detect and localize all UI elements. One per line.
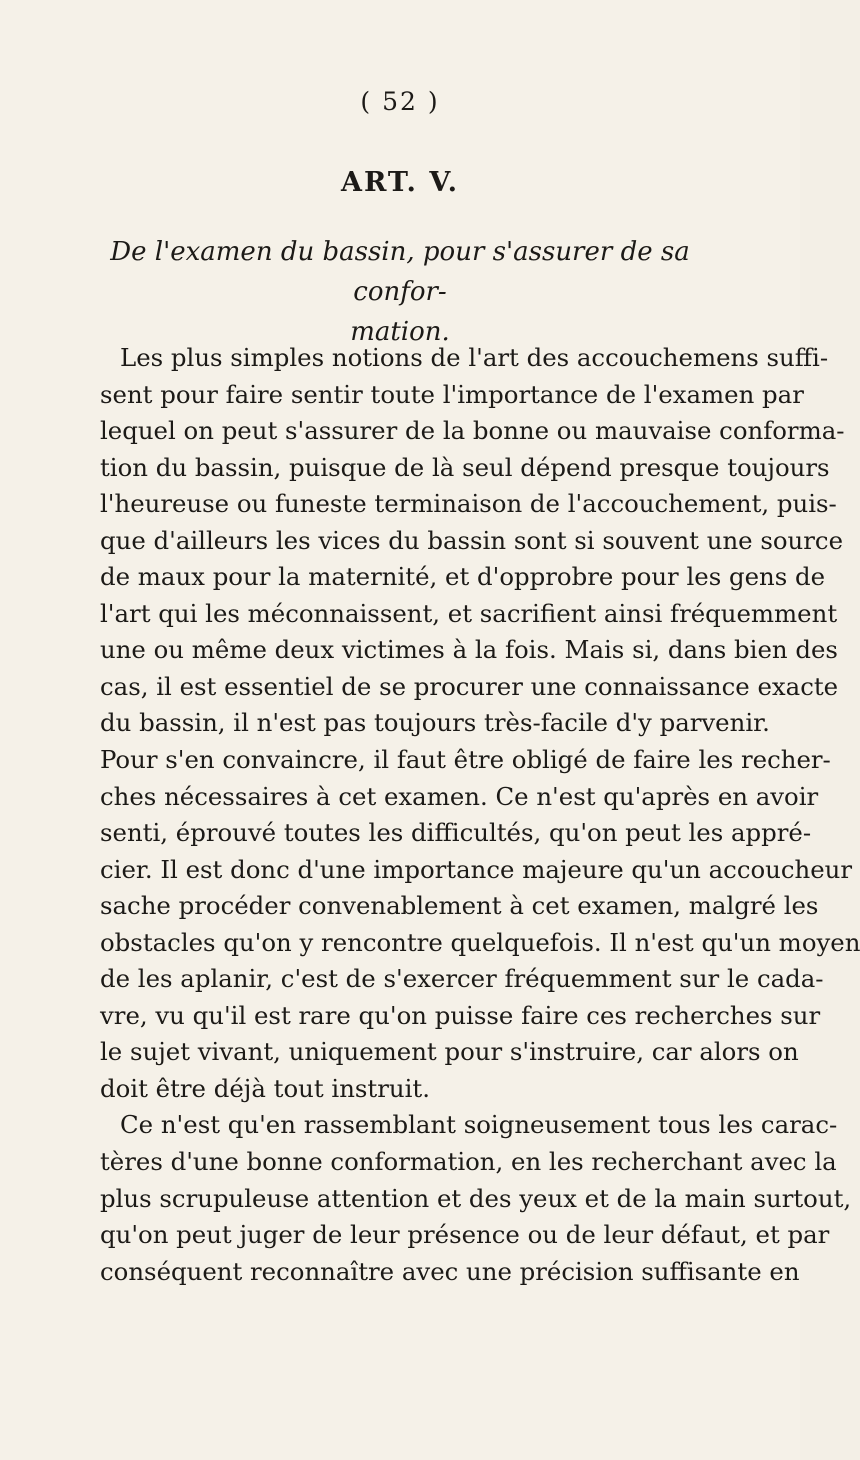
article-heading: ART. V. [341,167,459,198]
text-line: tion du bassin, puisque de là seul dépend presque toujours [100,452,830,482]
text-line: conséquent reconnaître avec une précision suffisante en [100,1256,800,1286]
text-line: cas, il est essentiel de se procurer une connaissance exacte [100,671,839,701]
text-line: de les aplanir, c'est de s'exercer fréquemment sur le cada- [100,964,824,994]
section-title-line-1: De l'examen du bassin, pour s'assurer de sa confor- [110,237,690,307]
text-line: qu'on peut juger de leur présence ou de leur défaut, et par [100,1220,830,1250]
text-line: plus scrupuleuse attention et des yeux et de la main surtout, [100,1183,852,1213]
text-line: obstacles qu'on y rencontre quelquefois. Il n'est qu'un moyen [100,927,860,957]
text-line: Les plus simples notions de l'art des accouchemens suffi- [120,343,829,372]
text-line: vre, vu qu'il est rare qu'on puisse faire ces recherches sur [100,1000,821,1030]
text-line: cier. Il est donc d'une importance majeure qu'un accoucheur [100,854,853,884]
section-title [105,232,695,352]
section-title-line-2: mation. [350,317,450,347]
text-line: tères d'une bonne conformation, en les recherchant avec la [100,1147,837,1177]
text-line: sache procéder convenablement à cet examen, malgré les [100,891,819,921]
text-line: une ou même deux victimes à la fois. Mais si, dans bien des [100,635,838,665]
text-line: senti, éprouvé toutes les difficultés, qu'on peut les appré- [100,818,812,848]
text-line: doit être déjà tout instruit. [100,1073,430,1103]
text-line: de maux pour la maternité, et d'opprobre pour les gens de [100,562,826,592]
text-line: le sujet vivant, uniquement pour s'instruire, car alors on [100,1037,799,1067]
text-line: lequel on peut s'assurer de la bonne ou mauvaise conforma- [100,416,845,446]
text-line: l'art qui les méconnaissent, et sacrifient ainsi fréquemment [100,598,838,628]
text-line: sent pour faire sentir toute l'importance de l'examen par [100,379,804,409]
paragraph-2 [100,1107,852,1290]
text-line: l'heureuse ou funeste terminaison de l'accouchement, puis- [100,489,837,519]
text-line: Pour s'en convaincre, il faut être obligé de faire les recher- [100,745,831,775]
text-line: que d'ailleurs les vices du bassin sont si souvent une source [100,525,844,555]
body-text [100,340,860,1290]
text-line: ches nécessaires à cet examen. Ce n'est qu'après en avoir [100,781,819,811]
page-number: ( 52 ) [360,87,440,116]
text-line: du bassin, il n'est pas toujours très-facile d'y parvenir. [100,708,770,738]
text-line: Ce n'est qu'en rassemblant soigneusement tous les carac- [120,1110,838,1140]
paragraph-1 [100,340,860,1107]
